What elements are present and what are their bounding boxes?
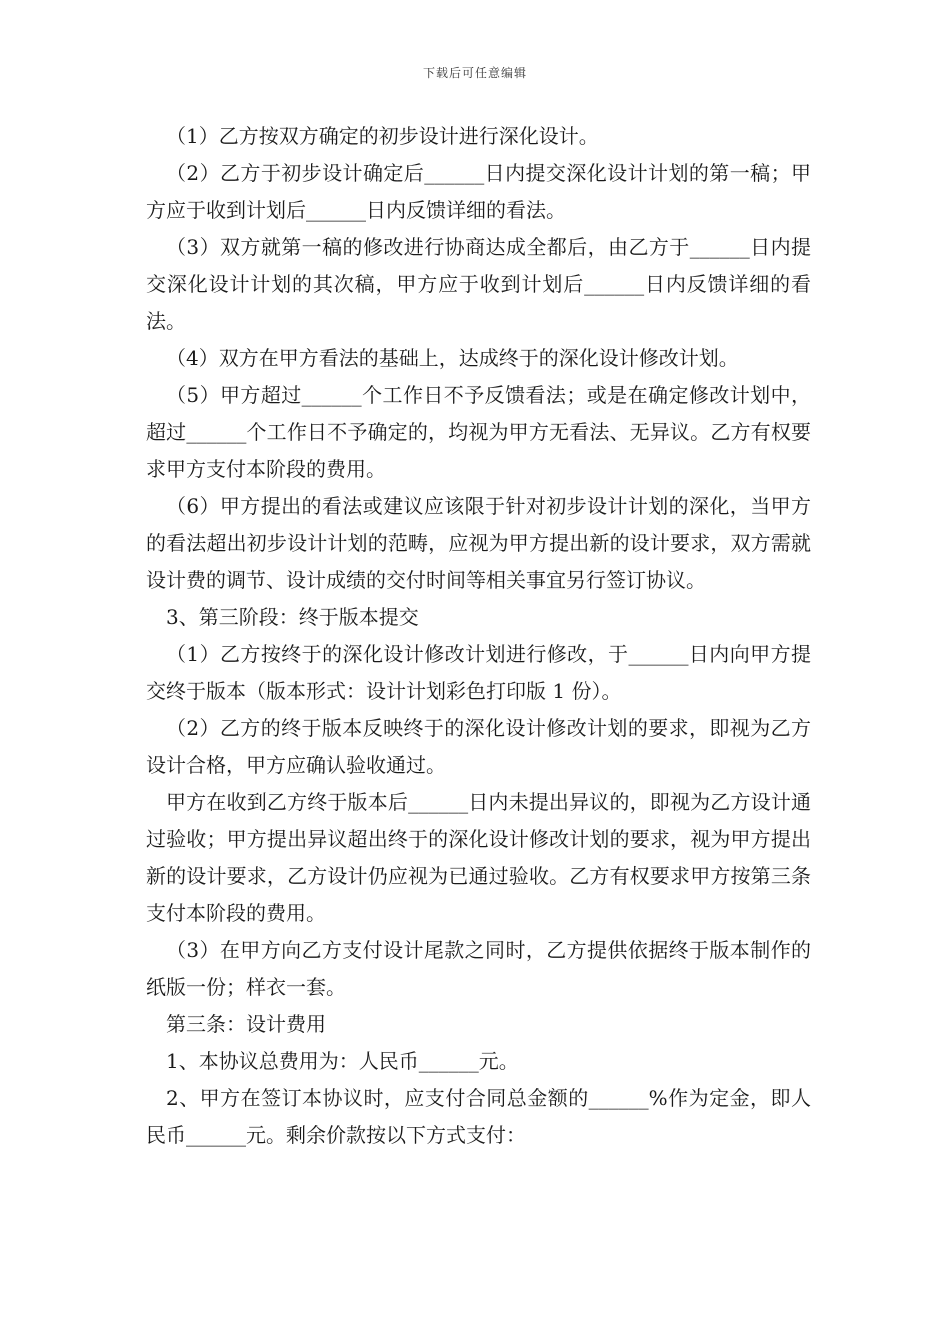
- paragraph-item-4: （4）双方在甲方看法的基础上，达成终于的深化设计修改计划。: [166, 346, 739, 370]
- paragraph-item-1: （1）乙方按双方确定的初步设计进行深化设计。: [166, 124, 599, 148]
- section-heading-stage-3: 3、第三阶段：终于版本提交: [166, 605, 419, 629]
- paragraph-item-5: （5）甲方超过______个工作日不予反馈看法；或是在确定修改计划中，超过______个工作日不予确定的，均视为甲方无看法、无异议。乙方有权要求甲方支付本阶段的费用。: [146, 383, 811, 481]
- page-header: 下载后可任意编辑: [422, 66, 527, 80]
- paragraph-item-11: （3）在甲方向乙方支付设计尾款之同时，乙方提供依据终于版本制作的纸版一份；样衣一套。: [146, 938, 811, 999]
- paragraph-item-9: （2）乙方的终于版本反映终于的深化设计修改计划的要求，即视为乙方设计合格，甲方应确认验收通过。: [146, 716, 811, 777]
- article-heading-fees: 第三条：设计费用: [166, 1012, 326, 1036]
- paragraph-item-2: （2）乙方于初步设计确定后______日内提交深化设计计划的第一稿；甲方应于收到计划后______日内反馈详细的看法。: [146, 161, 811, 222]
- document-body: [146, 118, 811, 1154]
- paragraph-item-10: 甲方在收到乙方终于版本后______日内未提出异议的，即视为乙方设计通过验收；甲方提出异议超出终于的深化设计修改计划的要求，视为甲方提出新的设计要求，乙方设计仍应视为已通过验收。乙方有权要求甲方按第三条支付本阶段的费用。: [146, 790, 811, 925]
- paragraph-item-6: （6）甲方提出的看法或建议应该限于针对初步设计计划的深化，当甲方的看法超出初步设计计划的范畴，应视为甲方提出新的设计要求，双方需就设计费的调节、设计成绩的交付时间等相关事宜另行签订协议。: [146, 494, 811, 592]
- paragraph-item-14: 2、甲方在签订本协议时，应支付合同总金额的______%作为定金，即人民币______元。剩余价款按以下方式支付：: [146, 1086, 811, 1147]
- paragraph-item-8: （1）乙方按终于的深化设计修改计划进行修改，于______日内向甲方提交终于版本（版本形式：设计计划彩色打印版 1 份）。: [146, 642, 811, 703]
- paragraph-item-3: （3）双方就第一稿的修改进行协商达成全都后，由乙方于______日内提交深化设计计划的其次稿，甲方应于收到计划后______日内反馈详细的看法。: [146, 235, 811, 333]
- paragraph-item-13: 1、本协议总费用为：人民币______元。: [166, 1049, 519, 1073]
